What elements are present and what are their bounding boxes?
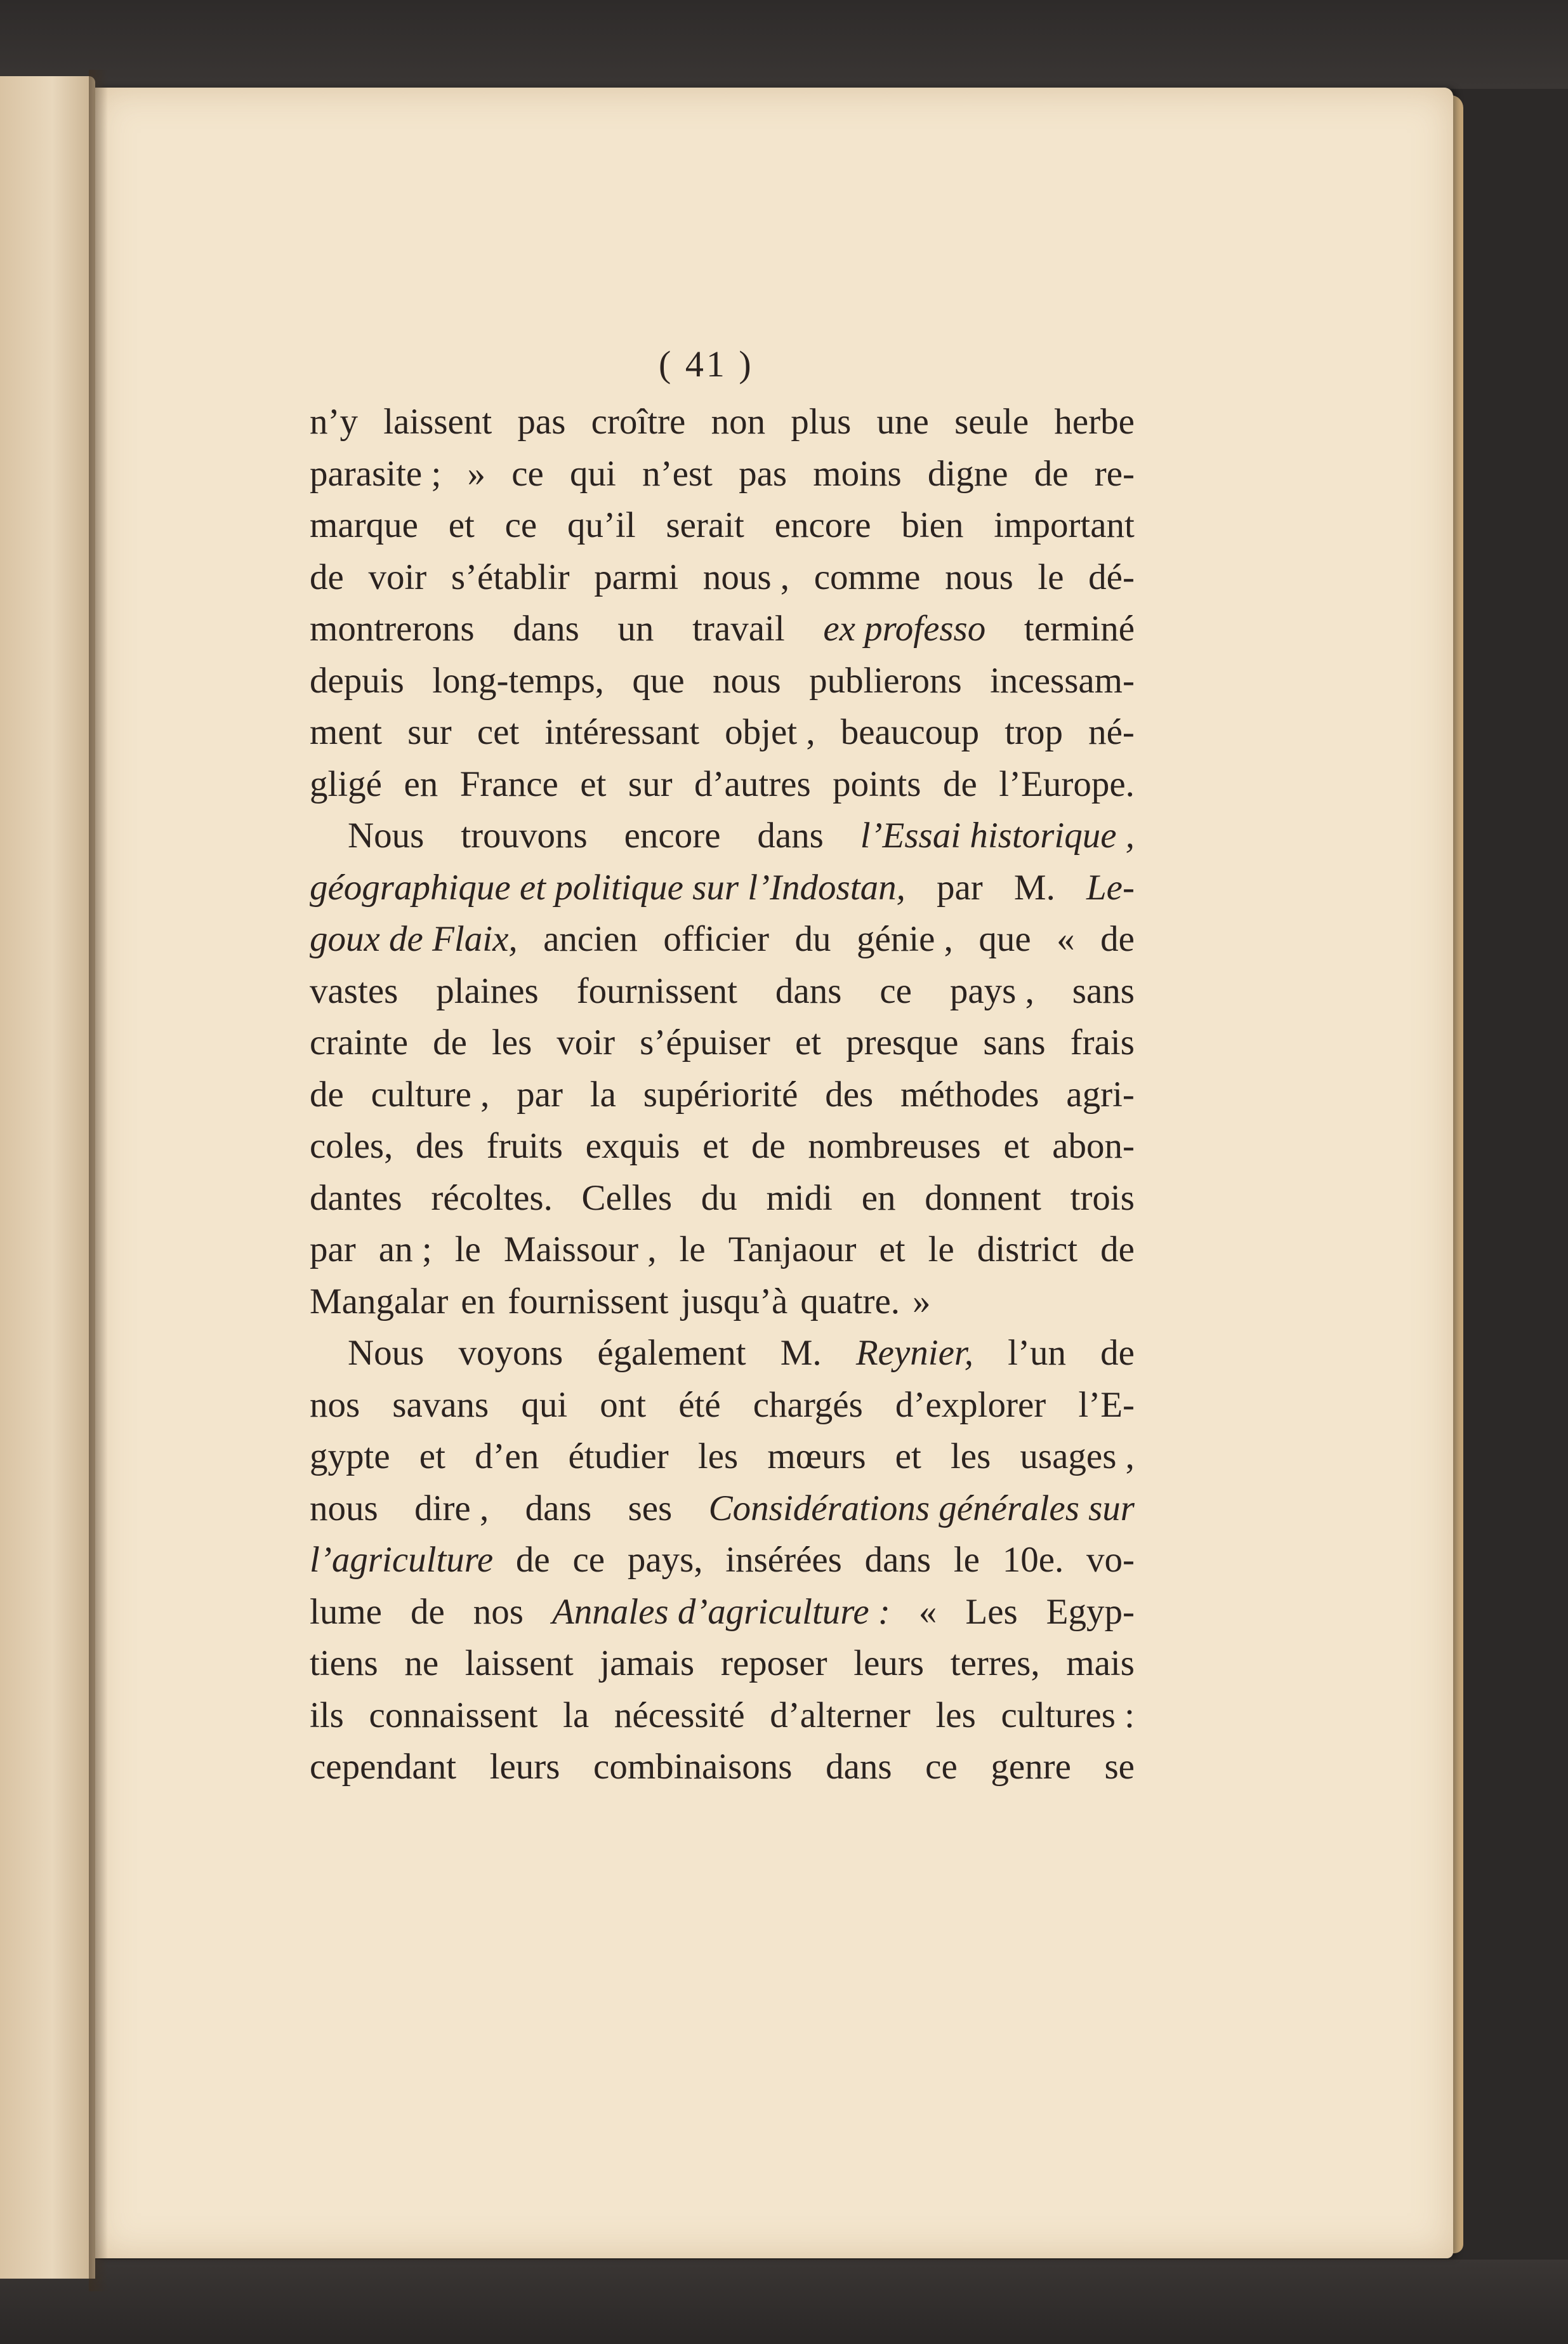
word: s’établir (451, 557, 570, 597)
word: « (918, 1591, 937, 1632)
text-line (310, 1431, 1135, 1482)
word: objet , (725, 712, 815, 752)
text-line (310, 656, 1135, 706)
word: digne (927, 453, 1008, 494)
word: leurs (853, 1643, 925, 1683)
word: été (678, 1384, 721, 1425)
word: goux de Flaix, (310, 919, 518, 959)
text-line (310, 500, 1135, 551)
word: né- (1088, 712, 1135, 752)
word: cultures : (1001, 1695, 1135, 1735)
word: nous (713, 660, 781, 701)
word: re- (1094, 453, 1135, 494)
word: et (895, 1436, 921, 1476)
word: et (794, 1023, 822, 1063)
word: Celles (581, 1177, 673, 1218)
word: fruits (486, 1126, 563, 1166)
word: que (978, 919, 1031, 959)
word: gypte (310, 1436, 390, 1476)
word: de (433, 1023, 467, 1063)
page-number: ( 41 ) (659, 343, 754, 385)
word: ex professo (823, 609, 986, 649)
word: de (1034, 453, 1069, 494)
word: de (942, 764, 977, 804)
word: long-temps, (432, 660, 604, 701)
word: parmi (594, 557, 679, 597)
word: lume (310, 1591, 382, 1632)
word: trouvons (461, 816, 588, 856)
word: par (310, 1229, 356, 1269)
text-line (310, 863, 1135, 913)
word: France (459, 764, 558, 804)
word: Annales d’agriculture : (551, 1591, 890, 1632)
word: jamais (600, 1643, 695, 1683)
word: méthodes (900, 1074, 1039, 1115)
word: de (1100, 1229, 1135, 1269)
word: du (794, 919, 831, 959)
word: culture , (371, 1074, 490, 1115)
word: frais (1070, 1023, 1135, 1063)
word: non (711, 402, 766, 442)
word: ce (880, 970, 912, 1011)
word: ne (404, 1643, 439, 1683)
word: d’en (475, 1436, 539, 1476)
word: sur (407, 712, 452, 752)
word: dire , (414, 1488, 489, 1528)
word: le (1038, 557, 1064, 597)
word: montrerons (310, 609, 475, 649)
word: M. (780, 1333, 822, 1373)
word: la (590, 1074, 616, 1115)
word: M. (1013, 867, 1055, 908)
word: Reynier, (855, 1333, 973, 1373)
word: Nous (348, 816, 425, 856)
word: génie , (856, 919, 953, 959)
text-line (310, 811, 1135, 861)
word: dans (513, 609, 579, 649)
text-line (310, 1224, 1135, 1275)
word: quatre. (800, 1281, 900, 1321)
word: crainte (310, 1023, 409, 1063)
word: voir (557, 1023, 616, 1063)
word: d’alterner (770, 1695, 911, 1735)
word: dans (525, 1488, 592, 1528)
word: voir (368, 557, 427, 597)
binding-gutter (89, 70, 108, 2291)
word: mœurs (767, 1436, 866, 1476)
word: insérées (725, 1540, 842, 1580)
word: publierons (809, 660, 962, 701)
word: sans (1072, 970, 1135, 1011)
word: chargés (753, 1384, 863, 1425)
word: connaissent (369, 1695, 538, 1735)
text-line (310, 1638, 1135, 1689)
word: dans (864, 1540, 932, 1580)
text-line (310, 1173, 1135, 1224)
word: marque (310, 505, 418, 545)
word: l’E- (1078, 1384, 1135, 1425)
text-line (310, 759, 1135, 810)
word: par (517, 1074, 563, 1115)
word: terres, (950, 1643, 1040, 1683)
word: leurs (489, 1747, 560, 1787)
text-line (310, 1328, 1135, 1379)
word: travail (692, 609, 785, 649)
word: pays , (949, 970, 1034, 1011)
text-line (310, 1017, 1135, 1068)
word: s’épuiser (640, 1023, 770, 1063)
word: par (936, 867, 983, 908)
word: coles, (310, 1126, 393, 1166)
text-line (310, 1380, 1135, 1431)
word: de (1100, 919, 1135, 959)
word: nous , (702, 557, 790, 597)
word: une (876, 402, 929, 442)
facing-page-edge (0, 76, 95, 2279)
text-line (310, 1069, 1135, 1120)
word: le (928, 1229, 954, 1269)
word: encore (624, 816, 721, 856)
word: moins (813, 453, 902, 494)
word: les (697, 1436, 739, 1476)
word: nos (473, 1591, 524, 1632)
word: supériorité (643, 1074, 798, 1115)
word: nombreuses (808, 1126, 981, 1166)
word: incessam- (990, 660, 1135, 701)
word: 10e. (1002, 1540, 1064, 1580)
word: donnent (925, 1177, 1041, 1218)
word: dans (775, 970, 842, 1011)
word: l’Essai historique , (860, 816, 1135, 856)
word: genre (991, 1747, 1071, 1787)
word: dantes (310, 1177, 402, 1218)
word: n’y (310, 402, 358, 442)
word: de (751, 1126, 786, 1166)
word: voyons (458, 1333, 563, 1373)
word: Mangalar (310, 1281, 449, 1321)
word: l’un (1008, 1333, 1066, 1373)
word: « (1057, 919, 1075, 959)
word: trop (1005, 712, 1064, 752)
word: exquis (585, 1126, 680, 1166)
text-line (310, 552, 1135, 603)
word: pas (739, 453, 787, 494)
word: fournissent (508, 1281, 669, 1321)
word: de (515, 1540, 550, 1580)
word: nous (310, 1488, 378, 1528)
word: ce (925, 1747, 958, 1787)
word: des (825, 1074, 874, 1115)
word: tiens (310, 1643, 378, 1683)
word: les (935, 1695, 976, 1735)
word: et (879, 1229, 906, 1269)
text-line (310, 449, 1135, 500)
word: serait (666, 505, 744, 545)
word: cet (477, 712, 520, 752)
text-line (310, 966, 1135, 1017)
word: d’explorer (895, 1384, 1046, 1425)
word: agri- (1066, 1074, 1135, 1115)
word: ce (572, 1540, 605, 1580)
word: ancien (543, 919, 638, 959)
word: qui (570, 453, 616, 494)
text-line (310, 1535, 1135, 1586)
word: dans (757, 816, 824, 856)
word: ce (511, 453, 544, 494)
scanner-background-top (0, 0, 1568, 89)
text-line (310, 397, 1135, 447)
word: Considérations générales sur (708, 1488, 1135, 1528)
word: jusqu’à (681, 1281, 788, 1321)
word: et (580, 764, 607, 804)
word: la (563, 1695, 590, 1735)
text-line (310, 1690, 1135, 1741)
word: les (950, 1436, 991, 1476)
word: dans (826, 1747, 892, 1787)
word: et (702, 1126, 729, 1166)
word: Le- (1086, 867, 1135, 908)
text-line (310, 707, 1135, 758)
word: presque (846, 1023, 959, 1063)
word: d’autres (694, 764, 811, 804)
word: qu’il (567, 505, 636, 545)
text-line (310, 1483, 1135, 1534)
word: vastes (310, 970, 399, 1011)
word: Maissour , (503, 1229, 657, 1269)
word: un (617, 609, 654, 649)
text-line (310, 1587, 1135, 1638)
word: Les (965, 1591, 1018, 1632)
word: géographique et politique sur l’Indostan, (310, 867, 906, 908)
word: nécessité (614, 1695, 745, 1735)
word: de (1100, 1333, 1135, 1373)
word: pays, (627, 1540, 703, 1580)
word: usages , (1020, 1436, 1135, 1476)
word: ils (310, 1695, 344, 1735)
word: de (410, 1591, 445, 1632)
word: en (404, 764, 438, 804)
word: n’est (642, 453, 713, 494)
word: sur (628, 764, 673, 804)
word: les (491, 1023, 532, 1063)
word: mais (1066, 1643, 1135, 1683)
word: important (994, 505, 1135, 545)
word: des (416, 1126, 464, 1166)
word: qui (521, 1384, 568, 1425)
word: l’Europe. (999, 764, 1135, 804)
word: trois (1070, 1177, 1135, 1218)
word: et (419, 1436, 445, 1476)
word: ment (310, 712, 382, 752)
word: pas (517, 402, 566, 442)
word: » (912, 1281, 931, 1321)
word: fournissent (576, 970, 737, 1011)
word: seule (954, 402, 1029, 442)
word: an ; (378, 1229, 432, 1269)
word: plus (791, 402, 852, 442)
word: parasite ; (310, 453, 442, 494)
word: en (461, 1281, 496, 1321)
text-line (310, 1742, 1135, 1792)
word: intéressant (544, 712, 700, 752)
word: du (701, 1177, 737, 1218)
word: Tanjaour (728, 1229, 857, 1269)
text-line (310, 914, 1135, 965)
word: cependant (310, 1747, 457, 1787)
word: abon- (1052, 1126, 1135, 1166)
word: bien (901, 505, 964, 545)
word: midi (766, 1177, 833, 1218)
word: ce (504, 505, 537, 545)
word: nos (310, 1384, 360, 1425)
word: beaucoup (840, 712, 980, 752)
word: dé- (1088, 557, 1135, 597)
word: district (977, 1229, 1078, 1269)
word: de (310, 1074, 344, 1115)
word: de (310, 557, 344, 597)
word: herbe (1054, 402, 1135, 442)
word: le (953, 1540, 980, 1580)
word: ont (600, 1384, 647, 1425)
word: encore (774, 505, 871, 545)
word: récoltes. (431, 1177, 553, 1218)
word: l’agriculture (310, 1540, 494, 1580)
word: que (632, 660, 685, 701)
text-line (310, 1121, 1135, 1172)
word: depuis (310, 660, 404, 701)
word: officier (663, 919, 769, 959)
word: vo- (1086, 1540, 1135, 1580)
word: reposer (720, 1643, 827, 1683)
word: gligé (310, 764, 382, 804)
word: étudier (568, 1436, 669, 1476)
word: ses (628, 1488, 673, 1528)
text-line (310, 1276, 1135, 1327)
word: savans (392, 1384, 489, 1425)
word: également (597, 1333, 746, 1373)
word: le (454, 1229, 481, 1269)
scanner-background-bottom (0, 2260, 1568, 2344)
text-line (310, 604, 1135, 654)
word: Egyp- (1046, 1591, 1135, 1632)
word: » (467, 453, 486, 494)
word: sans (983, 1023, 1046, 1063)
word: laissent (464, 1643, 574, 1683)
word: laissent (383, 402, 492, 442)
word: Nous (348, 1333, 425, 1373)
word: et (448, 505, 475, 545)
word: et (1003, 1126, 1030, 1166)
word: nous (945, 557, 1013, 597)
word: points (833, 764, 921, 804)
word: en (861, 1177, 896, 1218)
word: croître (591, 402, 686, 442)
word: comme (814, 557, 921, 597)
word: se (1104, 1747, 1135, 1787)
word: plaines (436, 970, 539, 1011)
word: terminé (1024, 609, 1135, 649)
word: le (679, 1229, 706, 1269)
word: combinaisons (593, 1747, 793, 1787)
